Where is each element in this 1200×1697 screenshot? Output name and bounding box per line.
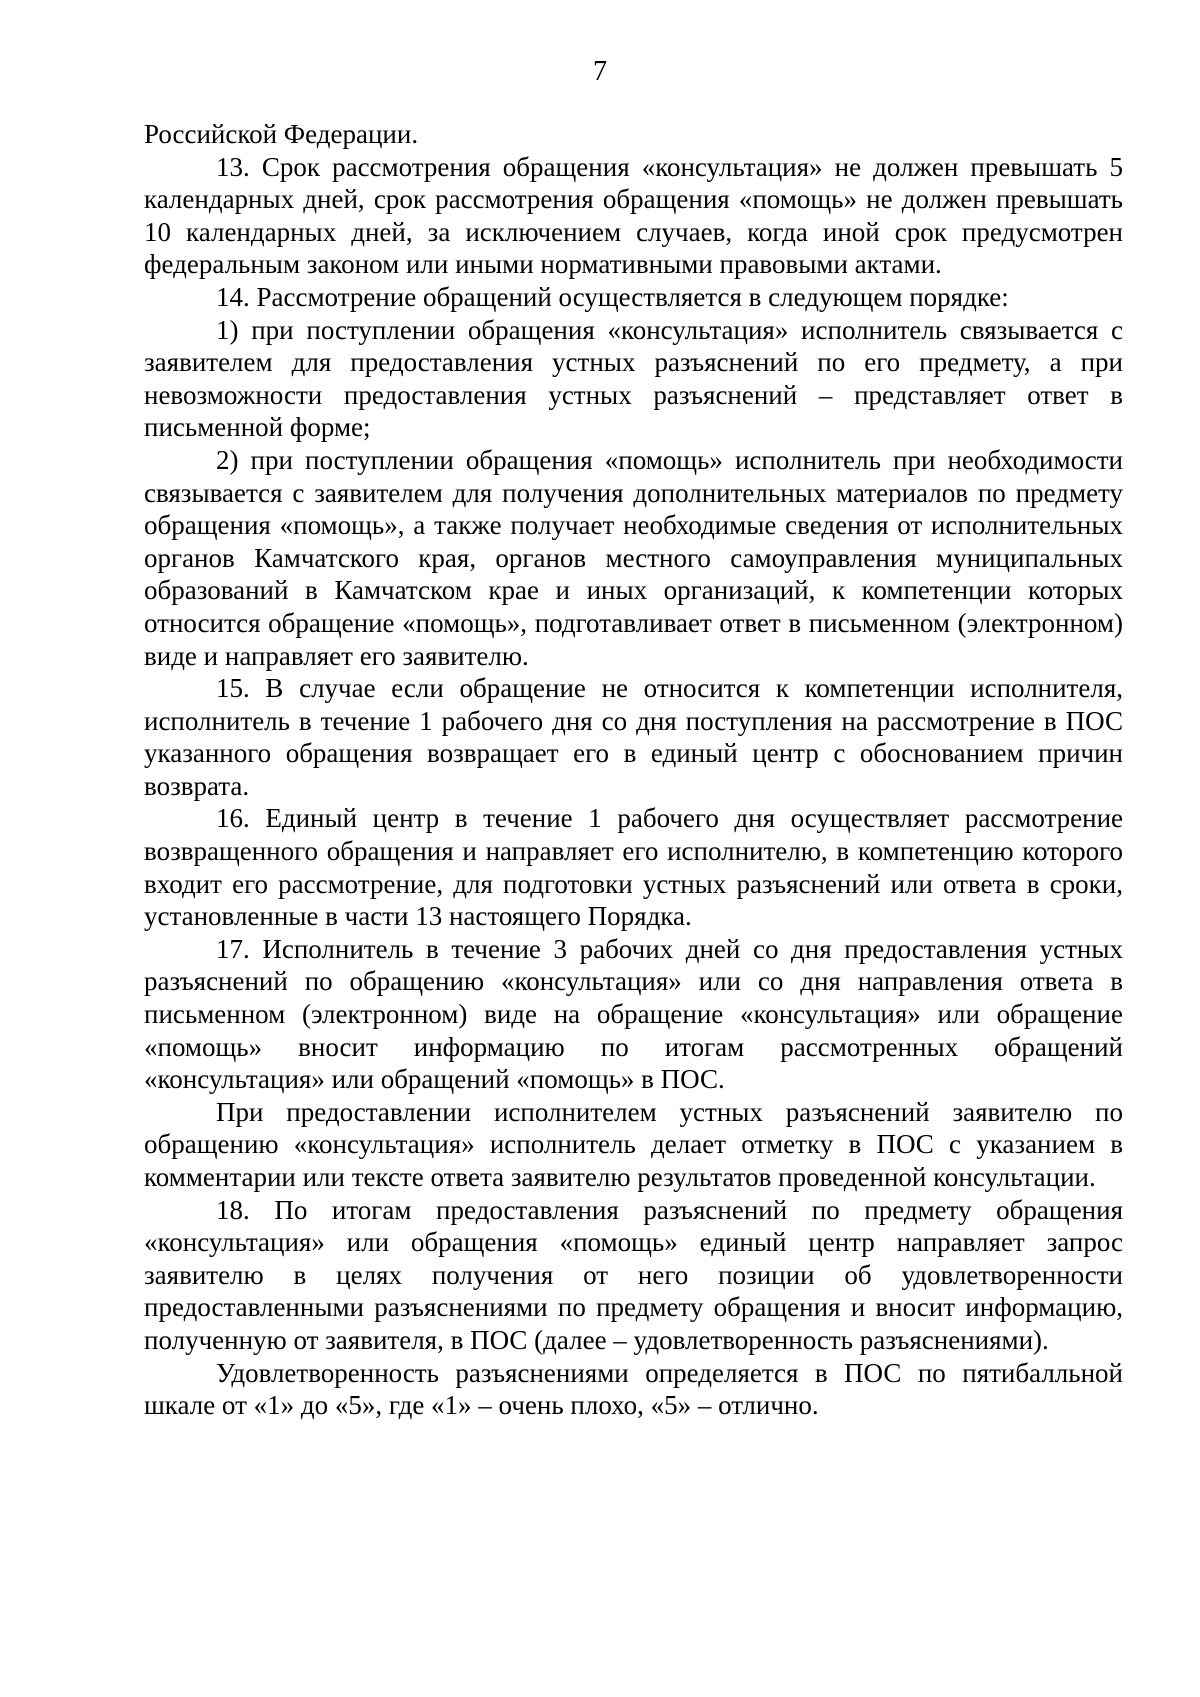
paragraph-18: 18. По итогам предоставления разъяснений по предмету обращения «консультация» или обращения «помощь» единый центр направляет запрос заявителю в целях получения от него позиции об удовлетворенности предоставленными разъяснениями по предмету обращения и вносит информацию, полученную от заявителя, в ПОС (далее – удовлетворенность разъяснениями). <box>144 1194 1123 1355</box>
paragraph-14: 14. Рассмотрение обращений осуществляется в следующем порядке: <box>216 281 1009 312</box>
paragraph-continuation: Российской Федерации. <box>144 119 419 149</box>
document-body <box>144 118 1123 1422</box>
paragraph-18-rating: Удовлетворенность разъяснениями определяется в ПОС по пятибалльной шкале от «1» до «5», где «1» – очень плохо, «5» – отлично. <box>144 1357 1123 1421</box>
paragraph-14-item-2: 2) при поступлении обращения «помощь» исполнитель при необходимости связывается с заявителем для получения дополнительных материалов по предмету обращения «помощь», а также получает необходимые сведения от исполнительных органов Камчатского края, органов местного самоуправления муниципальных образований в Камчатском крае и иных организаций, к компетенции которых относится обращение «помощь», подготавливает ответ в письменном (электронном) виде и направляет его заявителю. <box>144 444 1123 671</box>
paragraph-13: 13. Срок рассмотрения обращения «консультация» не должен превышать 5 календарных дней, срок рассмотрения обращения «помощь» не должен превышать 10 календарных дней, за исключением случаев, когда иной срок предусмотрен федеральным законом или иными нормативными правовыми актами. <box>144 151 1123 280</box>
page-number: 7 <box>593 56 607 87</box>
paragraph-15: 15. В случае если обращение не относится к компетенции исполнителя, исполнитель в течение 1 рабочего дня со дня поступления на рассмотрение в ПОС указанного обращения возвращает его в единый центр с обоснованием причин возврата. <box>144 673 1123 801</box>
paragraph-17-note: При предоставлении исполнителем устных разъяснений заявителю по обращению «консультация» исполнитель делает отметку в ПОС с указанием в комментарии или тексте ответа заявителю результатов проведенной консультации. <box>144 1096 1123 1192</box>
paragraph-17: 17. Исполнитель в течение 3 рабочих дней со дня предоставления устных разъяснений по обращению «консультация» или со дня направления ответа в письменном (электронном) виде на обращение «консультация» или обращение «помощь» вносит информацию по итогам рассмотренных обращений «консультация» или обращений «помощь» в ПОС. <box>144 933 1123 1095</box>
paragraph-14-item-1: 1) при поступлении обращения «консультация» исполнитель связывается с заявителем для предоставления устных разъяснений по его предмету, а при невозможности предоставления устных разъяснений – представляет ответ в письменной форме; <box>144 314 1123 443</box>
paragraph-16: 16. Единый центр в течение 1 рабочего дня осуществляет рассмотрение возвращенного обращения и направляет его исполнителю, в компетенцию которого входит его рассмотрение, для подготовки устных разъяснений или ответа в сроки, установленные в части 13 настоящего Порядка. <box>144 803 1123 932</box>
